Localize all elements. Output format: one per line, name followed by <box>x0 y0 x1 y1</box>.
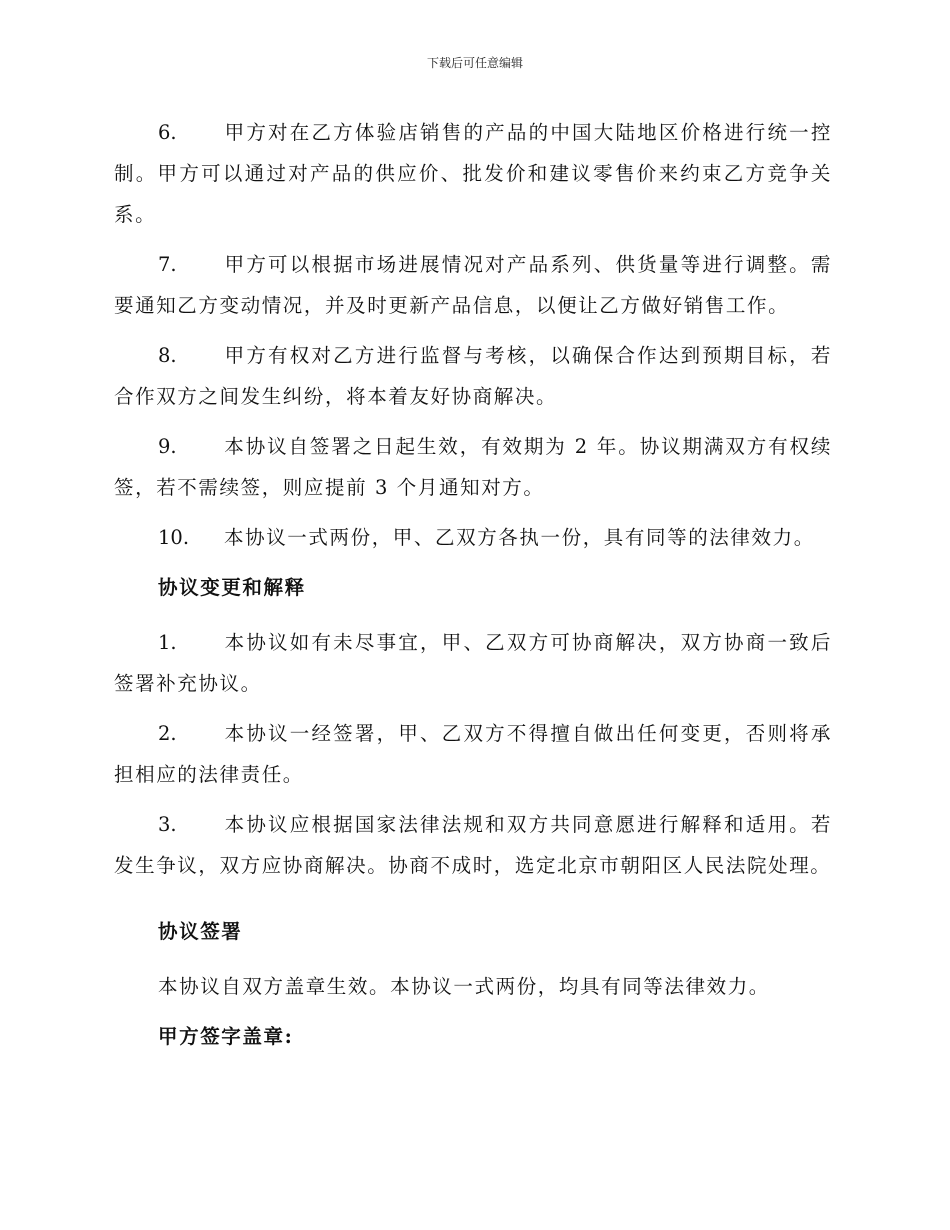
change-clause-3 <box>114 804 832 886</box>
clause-8 <box>114 335 832 417</box>
clause-number: 6. <box>158 121 177 144</box>
clause-text: 甲方有权对乙方进行监督与考核，以确保合作达到预期目标，若合作双方之间发生纠纷，将本着友好协商解决。 <box>114 344 832 408</box>
sign-paragraph: 本协议自双方盖章生效。本协议一式两份，均具有同等法律效力。 <box>158 975 770 998</box>
change-clause-2 <box>114 713 832 795</box>
clause-number: 10. <box>158 526 190 549</box>
clause-9 <box>114 426 832 508</box>
clause-text: 甲方可以根据市场进展情况对产品系列、供货量等进行调整。需要通知乙方变动情况，并及时更新产品信息，以便让乙方做好销售工作。 <box>114 253 832 317</box>
clause-number: 3. <box>158 813 177 836</box>
clause-text: 甲方对在乙方体验店销售的产品的中国大陆地区价格进行统一控制。甲方可以通过对产品的供应价、批发价和建议零售价来约束乙方竞争关系。 <box>114 121 832 226</box>
party-a-signature-label: 甲方签字盖章: <box>158 1025 294 1048</box>
change-clause-1 <box>114 622 832 704</box>
clause-7 <box>114 244 832 326</box>
clause-number: 8. <box>158 344 177 367</box>
section-heading-sign: 协议签署 <box>158 920 243 943</box>
clause-text: 本协议自签署之日起生效，有效期为 2 年。协议期满双方有权续签，若不需续签，则应提前 3 个月通知对方。 <box>114 435 832 499</box>
section-heading-change: 协议变更和解释 <box>158 576 306 599</box>
clause-number: 2. <box>158 722 177 745</box>
document-body <box>114 112 832 1071</box>
clause-text: 本协议应根据国家法律法规和双方共同意愿进行解释和适用。若发生争议，双方应协商解决。协商不成时，选定北京市朝阳区人民法院处理。 <box>114 813 832 877</box>
page-header: 下载后可任意编辑 <box>426 56 523 70</box>
clause-number: 7. <box>158 253 177 276</box>
clause-text: 本协议一经签署，甲、乙双方不得擅自做出任何变更，否则将承担相应的法律责任。 <box>114 722 832 786</box>
clause-number: 9. <box>158 435 177 458</box>
clause-10 <box>114 517 832 558</box>
clause-text: 本协议如有未尽事宜，甲、乙双方可协商解决，双方协商一致后签署补充协议。 <box>114 631 832 695</box>
clause-number: 1. <box>158 631 177 654</box>
clause-text: 本协议一式两份，甲、乙双方各执一份，具有同等的法律效力。 <box>224 526 815 549</box>
clause-6 <box>114 112 832 235</box>
